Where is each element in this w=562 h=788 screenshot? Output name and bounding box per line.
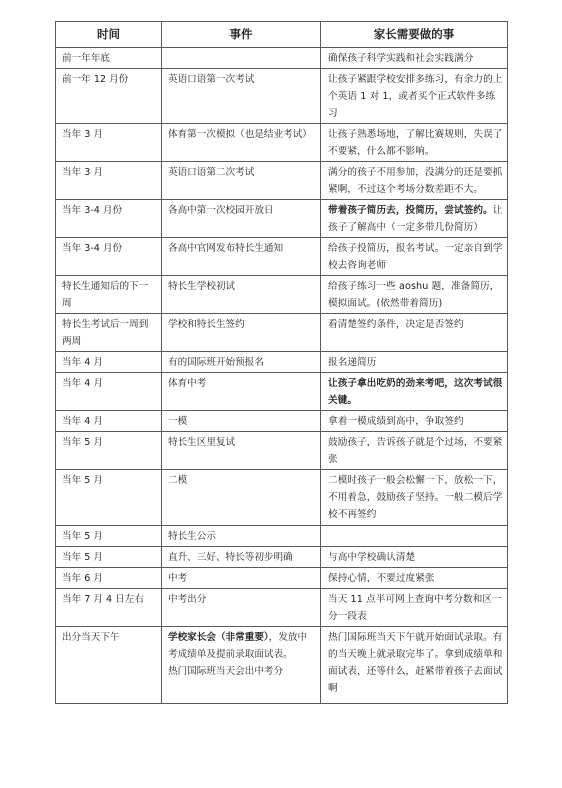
cell-parent-action: 当天 11 点半可网上查询中考分数和区一分一段表 [321,589,508,627]
cell-parent-action: 给孩子投简历，报名考试。一定亲自到学校去咨询老师 [321,238,508,276]
cell-event [162,48,321,69]
cell-event: 有的国际班开始预报名 [162,352,321,373]
cell-action-emphasis: 让孩子拿出吃奶的劲来考吧，这次考试很关键。 [328,378,503,406]
table-row [56,238,508,276]
cell-parent-action: 让孩子紧跟学校安排多练习，有余力的上个英语 1 对 1，或者买个正式软件多练习 [321,69,508,124]
cell-time: 当年 4 月 [56,352,162,373]
cell-time: 当年 4 月 [56,411,162,432]
header-event: 事件 [162,22,321,48]
cell-parent-action [321,373,508,411]
table-row [56,200,508,238]
cell-time: 当年 5 月 [56,432,162,470]
cell-event: 二模 [162,470,321,526]
table-header-row [56,22,508,48]
cell-event: 学校和特长生签约 [162,314,321,352]
cell-parent-action: 报名递简历 [321,352,508,373]
cell-time: 当年 4 月 [56,373,162,411]
cell-parent-action: 保持心情，不要过度紧张 [321,568,508,589]
cell-time: 出分当天下午 [56,627,162,704]
header-time: 时间 [56,22,162,48]
cell-parent-action: 确保孩子科学实践和社会实践满分 [321,48,508,69]
table-row [56,373,508,411]
cell-time: 当年 5 月 [56,470,162,526]
cell-parent-action: 让孩子熟悉场地，了解比赛规则，失误了不要紧，什么都不影响。 [321,124,508,162]
table-row [56,627,508,704]
cell-time: 特长生通知后的下一周 [56,276,162,314]
cell-event: 各高中第一次校园开放日 [162,200,321,238]
table-row [56,411,508,432]
cell-parent-action: 鼓励孩子，告诉孩子就是个过场，不要紧张 [321,432,508,470]
table-row [56,124,508,162]
cell-event: 体育第一次模拟（也是结业考试） [162,124,321,162]
table-row [56,526,508,547]
cell-parent-action: 满分的孩子不用参加，没满分的还是要抓紧啊，不过这个考场分数差距不大。 [321,162,508,200]
table-row [56,568,508,589]
cell-event: 英语口语第一次考试 [162,69,321,124]
schedule-table [55,21,508,704]
cell-action-text: 让孩子了解高中（一定多带几份简历） [328,205,503,233]
table-row [56,547,508,568]
table-row [56,432,508,470]
cell-action-emphasis: 带着孩子简历去，投简历，尝试签约。 [328,205,493,216]
table-row [56,314,508,352]
cell-event: 体育中考 [162,373,321,411]
cell-time: 当年 6 月 [56,568,162,589]
cell-time: 当年 3-4 月份 [56,200,162,238]
cell-parent-action: 与高中学校确认清楚 [321,547,508,568]
cell-parent-action: 给孩子练习一些 aoshu 题，准备简历，模拟面试。(依然带着简历) [321,276,508,314]
cell-parent-action: 热门国际班当天下午就开始面试录取。有的当天晚上就录取完毕了。拿到成绩单和面试表，还等什么，赶紧带着孩子去面试啊 [321,627,508,704]
cell-time: 特长生考试后一周到两周 [56,314,162,352]
cell-event-note: 热门国际班当天会出中考分 [168,666,284,677]
cell-event: 特长生学校初试 [162,276,321,314]
cell-time: 当年 5 月 [56,526,162,547]
cell-parent-action: 二模时孩子一般会松懈一下，放松一下，不用着急，鼓励孩子坚持。一般二模后学校不再签约 [321,470,508,526]
table-body [56,48,508,704]
cell-event: 中考出分 [162,589,321,627]
cell-event: 各高中官网发布特长生通知 [162,238,321,276]
cell-time: 当年 3 月 [56,162,162,200]
cell-parent-action: 看清楚签约条件，决定是否签约 [321,314,508,352]
cell-event: 中考 [162,568,321,589]
cell-time: 当年 5 月 [56,547,162,568]
table-row [56,276,508,314]
table-row [56,470,508,526]
cell-event [162,627,321,704]
cell-event: 特长生公示 [162,526,321,547]
cell-event-emphasis: 学校家长会（非常重要） [168,632,269,643]
cell-time: 当年 3 月 [56,124,162,162]
schedule-table-wrapper [55,21,507,704]
cell-event: 一模 [162,411,321,432]
table-row [56,589,508,627]
cell-parent-action [321,200,508,238]
table-row [56,162,508,200]
cell-time: 前一年 12 月份 [56,69,162,124]
cell-time: 当年 3-4 月份 [56,238,162,276]
header-parent-action: 家长需要做的事 [321,22,508,48]
cell-event: 特长生区里复试 [162,432,321,470]
table-row [56,48,508,69]
cell-parent-action [321,526,508,547]
cell-event: 直升、三好、特长等初步明确 [162,547,321,568]
table-row [56,352,508,373]
table-row [56,69,508,124]
cell-time: 当年 7 月 4 日左右 [56,589,162,627]
cell-time: 前一年年底 [56,48,162,69]
cell-parent-action: 拿着一模成绩到高中，争取签约 [321,411,508,432]
cell-event: 英语口语第二次考试 [162,162,321,200]
cell-event-text: 学校家长会（非常重要），发放中考成绩单及提前录取面试表。 [168,632,308,660]
